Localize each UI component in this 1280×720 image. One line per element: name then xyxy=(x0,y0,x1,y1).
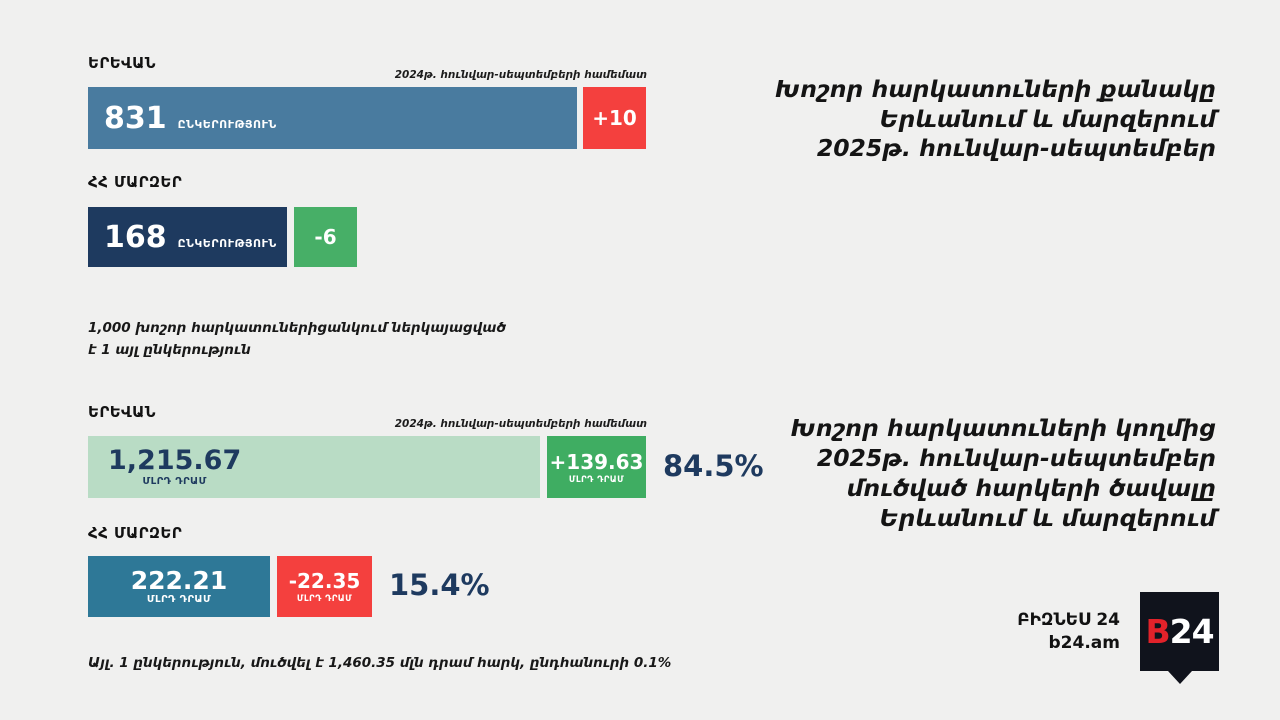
chart2-title xyxy=(791,413,1216,533)
section2-marzer-delta: -22.35 xyxy=(288,569,361,593)
chart1-title xyxy=(775,75,1216,164)
section1-yerevan-delta: +10 xyxy=(592,106,637,130)
chart1-title-line3: 2025թ. հունվար-սեպտեմբեր xyxy=(816,134,1216,162)
section2-yerevan-delta: +139.63 xyxy=(549,449,644,474)
section2-compare-note: 2024թ. հունվար-սեպտեմբերի համեմատ xyxy=(394,418,647,430)
brand-text xyxy=(1017,609,1120,655)
section1-yerevan-delta-badge xyxy=(583,87,646,149)
b24-logo-text xyxy=(1145,612,1213,651)
section1-yerevan-value: 831 xyxy=(104,100,167,136)
section1-marzer-bar-content xyxy=(88,220,277,255)
brand-name: ԲԻԶՆԵՍ 24 xyxy=(1017,610,1120,630)
section2-marzer-delta-unit: ՄԼՐԴ ԴՐԱՄ xyxy=(296,594,353,604)
section2-yerevan-bar-content xyxy=(108,447,241,486)
section1-marzer-delta: -6 xyxy=(314,225,337,249)
section1-footnote-line2: է 1 այլ ընկերություն xyxy=(88,342,251,358)
section2-yerevan-delta-unit: ՄԼՐԴ ԴՐԱՄ xyxy=(568,474,625,485)
section1-yerevan-unit: ԸՆԿԵՐՈՒԹՅՈՒՆ xyxy=(177,117,277,131)
b24-logo-b: B xyxy=(1145,612,1170,651)
section2-yerevan-value: 1,215.67 xyxy=(108,445,242,477)
brand-url: b24.am xyxy=(1048,633,1120,653)
section1-footnote-line1: 1,000 խոշոր հարկատուներիցանկում ներկայացված xyxy=(88,320,506,336)
section2-yerevan-delta-badge xyxy=(547,436,646,498)
section2-yerevan-unit: ՄԼՐԴ ԴՐԱՄ xyxy=(142,475,207,487)
chart2-title-line3: մուծված հարկերի ծավալը xyxy=(846,474,1216,502)
section2-marzer-bar-content xyxy=(130,565,228,606)
section1-marzer-value: 168 xyxy=(104,219,167,255)
section2-marzer-unit: ՄԼՐԴ ԴՐԱՄ xyxy=(146,594,212,606)
chart1-title-line2: Երևանում և մարզերում xyxy=(879,104,1216,133)
section1-yerevan-label: ԵՐԵՎԱՆ xyxy=(88,54,156,72)
section1-yerevan-bar-content xyxy=(88,101,277,136)
section1-marzer-label: ՀՀ ՄԱՐԶԵՐ xyxy=(88,173,183,191)
section1-footnote xyxy=(88,317,506,361)
section2-yerevan-label: ԵՐԵՎԱՆ xyxy=(88,403,156,421)
b24-logo xyxy=(1140,592,1219,671)
section2-marzer-delta-badge xyxy=(277,556,372,617)
section2-marzer-bar xyxy=(88,556,270,617)
section2-marzer-value: 222.21 xyxy=(130,565,228,595)
section1-compare-note: 2024թ. հունվար-սեպտեմբերի համեմատ xyxy=(394,69,647,81)
section1-marzer-bar xyxy=(88,207,287,267)
section1-marzer-unit: ԸՆԿԵՐՈՒԹՅՈՒՆ xyxy=(177,236,277,250)
section2-yerevan-bar xyxy=(88,436,540,498)
b24-logo-24: 24 xyxy=(1169,612,1214,651)
section1-marzer-delta-badge xyxy=(294,207,357,267)
chart1-title-line1: Խոշոր հարկատուների քանակը xyxy=(775,75,1216,103)
section2-marzer-label: ՀՀ ՄԱՐԶԵՐ xyxy=(88,524,183,542)
chart2-title-line1: Խոշոր հարկատուների կողմից xyxy=(790,414,1216,442)
b24-logo-tail xyxy=(1168,671,1192,684)
section1-yerevan-bar xyxy=(88,87,577,149)
section2-yerevan-share: 84.5% xyxy=(663,449,764,483)
chart2-title-line2: 2025թ. հունվար-սեպտեմբեր xyxy=(816,444,1216,472)
section2-footnote: Այլ. 1 ընկերություն, մուծվել է 1,460.35 մլն դրամ հարկ, ընդհանուրի 0.1% xyxy=(88,655,672,671)
section2-marzer-share: 15.4% xyxy=(389,568,490,602)
chart2-title-line4: Երևանում և մարզերում xyxy=(879,504,1216,532)
